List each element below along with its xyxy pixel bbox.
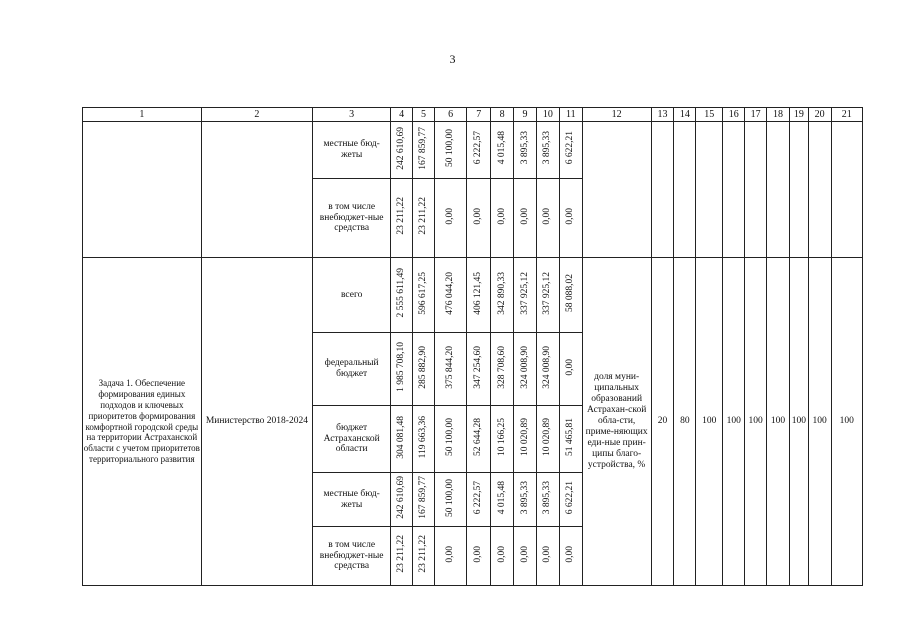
value-cell: 1 985 708,10 xyxy=(391,333,413,406)
value-cell: 242 610,69 xyxy=(391,473,413,527)
value-cell: 51 465,81 xyxy=(559,406,582,473)
value-cell: 58 088,02 xyxy=(559,258,582,333)
value-cell: 337 925,12 xyxy=(536,258,559,333)
category-cell: местные бюд-жеты xyxy=(313,473,391,527)
value-cell: 6 222,57 xyxy=(467,122,491,179)
empty-cell xyxy=(696,122,723,258)
table-row xyxy=(83,258,863,333)
category-cell: в том числе внебюджет-ные средства xyxy=(313,179,391,258)
header-cell: 7 xyxy=(467,108,491,122)
header-cell: 17 xyxy=(745,108,767,122)
value-cell: 375 844,20 xyxy=(434,333,466,406)
header-cell: 4 xyxy=(391,108,413,122)
value-cell: 285 882,90 xyxy=(413,333,435,406)
value-cell: 167 859,77 xyxy=(413,122,435,179)
value-cell: 119 663,36 xyxy=(413,406,435,473)
empty-cell xyxy=(651,122,674,258)
target-value-cell: 100 xyxy=(696,258,723,586)
value-cell: 0,00 xyxy=(434,179,466,258)
header-cell: 1 xyxy=(83,108,202,122)
header-cell: 3 xyxy=(313,108,391,122)
target-value-cell: 100 xyxy=(767,258,790,586)
program-table xyxy=(82,107,863,586)
header-row xyxy=(83,108,863,122)
empty-cell xyxy=(83,122,202,258)
target-value-cell: 100 xyxy=(723,258,745,586)
header-cell: 13 xyxy=(651,108,674,122)
category-cell: местные бюд-жеты xyxy=(313,122,391,179)
target-value-cell: 100 xyxy=(745,258,767,586)
value-cell: 6 622,21 xyxy=(559,122,582,179)
header-cell: 8 xyxy=(491,108,514,122)
header-cell: 2 xyxy=(201,108,312,122)
value-cell: 23 211,22 xyxy=(413,179,435,258)
value-cell: 0,00 xyxy=(514,179,537,258)
value-cell: 3 895,33 xyxy=(536,122,559,179)
target-value-cell: 100 xyxy=(789,258,808,586)
category-cell: бюджет Астраханской области xyxy=(313,406,391,473)
value-cell: 50 100,00 xyxy=(434,122,466,179)
empty-cell xyxy=(745,122,767,258)
value-cell: 0,00 xyxy=(559,179,582,258)
value-cell: 324 008,90 xyxy=(536,333,559,406)
value-cell: 3 895,33 xyxy=(514,473,537,527)
value-cell: 0,00 xyxy=(467,179,491,258)
empty-cell xyxy=(789,122,808,258)
value-cell: 4 015,48 xyxy=(491,473,514,527)
value-cell: 347 254,60 xyxy=(467,333,491,406)
category-cell: в том числе внебюджет-ные средства xyxy=(313,527,391,586)
value-cell: 10 166,25 xyxy=(491,406,514,473)
value-cell: 476 044,20 xyxy=(434,258,466,333)
header-cell: 15 xyxy=(696,108,723,122)
value-cell: 3 895,33 xyxy=(536,473,559,527)
value-cell: 337 925,12 xyxy=(514,258,537,333)
header-cell: 21 xyxy=(831,108,862,122)
value-cell: 50 100,00 xyxy=(434,473,466,527)
header-cell: 11 xyxy=(559,108,582,122)
header-cell: 18 xyxy=(767,108,790,122)
target-value-cell: 100 xyxy=(808,258,831,586)
value-cell: 342 890,33 xyxy=(491,258,514,333)
header-cell: 14 xyxy=(674,108,696,122)
header-cell: 10 xyxy=(536,108,559,122)
header-cell: 12 xyxy=(582,108,651,122)
value-cell: 0,00 xyxy=(467,527,491,586)
header-cell: 19 xyxy=(789,108,808,122)
empty-cell xyxy=(674,122,696,258)
value-cell: 50 100,00 xyxy=(434,406,466,473)
category-cell: федеральный бюджет xyxy=(313,333,391,406)
value-cell: 52 644,28 xyxy=(467,406,491,473)
empty-cell xyxy=(582,122,651,258)
value-cell: 328 708,60 xyxy=(491,333,514,406)
header-cell: 9 xyxy=(514,108,537,122)
header-cell: 20 xyxy=(808,108,831,122)
target-value-cell: 20 xyxy=(651,258,674,586)
empty-cell xyxy=(201,122,312,258)
value-cell: 4 015,48 xyxy=(491,122,514,179)
value-cell: 3 895,33 xyxy=(514,122,537,179)
value-cell: 0,00 xyxy=(536,527,559,586)
value-cell: 23 211,22 xyxy=(391,179,413,258)
value-cell: 10 020,89 xyxy=(536,406,559,473)
value-cell: 167 859,77 xyxy=(413,473,435,527)
value-cell: 2 555 611,49 xyxy=(391,258,413,333)
value-cell: 406 121,45 xyxy=(467,258,491,333)
empty-cell xyxy=(831,122,862,258)
value-cell: 0,00 xyxy=(491,527,514,586)
category-cell: всего xyxy=(313,258,391,333)
value-cell: 23 211,22 xyxy=(413,527,435,586)
value-cell: 0,00 xyxy=(514,527,537,586)
value-cell: 304 081,48 xyxy=(391,406,413,473)
value-cell: 23 211,22 xyxy=(391,527,413,586)
value-cell: 0,00 xyxy=(491,179,514,258)
indicator-cell: доля муни-ципальных образований Астрахан-ской обла-сти, приме-няющих еди-ные прин-ципы благо-устройства, % xyxy=(582,258,651,586)
value-cell: 324 008,90 xyxy=(514,333,537,406)
empty-cell xyxy=(723,122,745,258)
header-cell: 16 xyxy=(723,108,745,122)
value-cell: 6 622,21 xyxy=(559,473,582,527)
empty-cell xyxy=(808,122,831,258)
value-cell: 0,00 xyxy=(536,179,559,258)
table-row xyxy=(83,122,863,179)
target-value-cell: 100 xyxy=(831,258,862,586)
value-cell: 242 610,69 xyxy=(391,122,413,179)
value-cell: 6 222,57 xyxy=(467,473,491,527)
value-cell: 10 020,89 xyxy=(514,406,537,473)
page-number: 3 xyxy=(449,52,456,66)
responsible-cell: Министерство 2018-2024 xyxy=(201,258,312,586)
value-cell: 0,00 xyxy=(559,333,582,406)
value-cell: 0,00 xyxy=(559,527,582,586)
value-cell: 596 617,25 xyxy=(413,258,435,333)
header-cell: 6 xyxy=(434,108,466,122)
header-cell: 5 xyxy=(413,108,435,122)
value-cell: 0,00 xyxy=(434,527,466,586)
target-value-cell: 80 xyxy=(674,258,696,586)
empty-cell xyxy=(767,122,790,258)
task-title: Задача 1. Обеспечение формирования единых подходов и ключевых приоритетов формирования комфортной городской среды на территории Астраханской области с учетом приоритетов территориального развития xyxy=(83,258,202,586)
